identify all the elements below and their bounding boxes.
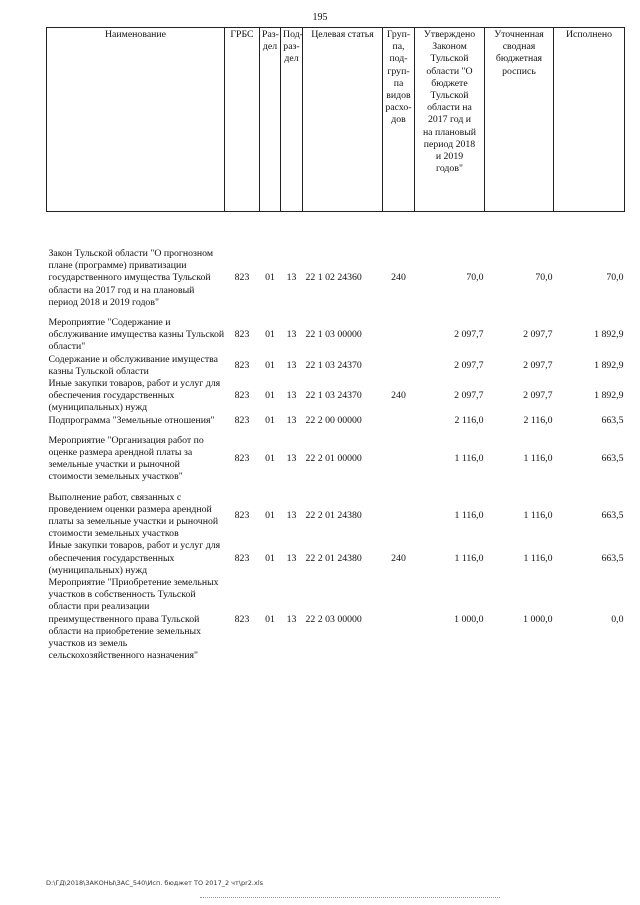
row-podrazdel: 13 — [286, 453, 297, 465]
row-grbs: 823 — [234, 359, 250, 371]
row-target-article: 22 2 03 00000 — [305, 613, 362, 625]
row-target-article: 22 1 02 24360 — [305, 272, 362, 284]
row-target-article: 22 2 00 00000 — [305, 414, 362, 426]
row-podrazdel: 13 — [286, 552, 297, 564]
row-target-article: 22 1 03 24370 — [305, 359, 362, 371]
row-approved: 1 116,0 — [454, 453, 484, 465]
budget-table — [46, 27, 625, 663]
header-grbs: ГРБС — [225, 28, 260, 212]
row-razdel: 01 — [265, 272, 275, 284]
row-executed: 0,0 — [611, 613, 624, 625]
row-razdel: 01 — [265, 414, 275, 426]
row-podrazdel: 13 — [286, 509, 297, 521]
row-name: Выполнение работ, связанных с проведением оценки размера арендной платы за земельные участки и рыночной стоимости земельных участков — [48, 491, 219, 540]
row-executed: 663,5 — [601, 552, 624, 564]
row-name: Содержание и обслуживание имущества казны Тульской области — [48, 353, 218, 377]
row-grbs: 823 — [234, 509, 250, 521]
header-podrazdel: Под- раз- дел — [281, 28, 303, 212]
row-target-article: 22 2 01 24380 — [305, 509, 362, 521]
row-target-article: 22 1 03 24370 — [305, 390, 362, 402]
row-expense-group: 240 — [391, 552, 406, 564]
header-target-article: Целевая статья — [303, 28, 383, 212]
row-name: Иные закупки товаров, работ и услуг для обеспечения государственных (муниципальных) нужд — [48, 378, 221, 414]
row-approved: 2 097,7 — [454, 390, 484, 402]
row-name: Мероприятие "Содержание и обслуживание имущества казны Тульской области" — [48, 317, 225, 353]
row-name: Иные закупки товаров, работ и услуг для обеспечения государственных (муниципальных) нужд — [48, 540, 221, 576]
bottom-scan-line — [200, 897, 500, 901]
table-row — [47, 492, 625, 541]
row-podrazdel: 13 — [286, 272, 297, 284]
row-podrazdel: 13 — [286, 613, 297, 625]
row-target-article: 22 1 03 00000 — [305, 329, 362, 341]
row-refined: 1 000,0 — [523, 613, 553, 625]
row-razdel: 01 — [265, 359, 275, 371]
row-refined: 2 097,7 — [523, 390, 553, 402]
row-expense-group — [383, 492, 415, 541]
row-grbs: 823 — [234, 329, 250, 341]
row-razdel: 01 — [265, 390, 275, 402]
row-podrazdel: 13 — [286, 414, 297, 426]
row-executed: 1 892,9 — [594, 390, 624, 402]
row-executed: 663,5 — [601, 453, 624, 465]
row-grbs: 823 — [234, 453, 250, 465]
row-target-article: 22 2 01 00000 — [305, 453, 362, 465]
row-razdel: 01 — [265, 552, 275, 564]
header-razdel: Раз- дел — [260, 28, 281, 212]
row-name: Подпрограмма "Земельные отношения" — [48, 414, 215, 426]
row-podrazdel: 13 — [286, 359, 297, 371]
row-name: Закон Тульской области "О прогнозном плане (программе) приватизации государственного имущества Тульской области на 2017 год и на плановый период 2018 и 2019 годов" — [48, 248, 214, 308]
header-executed: Исполнено — [554, 28, 625, 212]
row-grbs: 823 — [234, 414, 250, 426]
row-name: Мероприятие "Приобретение земельных участков в собственность Тульской области при реализации преимущественного права Тульской области на приобретение земельных участков из земель сельскохозяйственного назначения" — [48, 577, 219, 662]
row-expense-group — [383, 317, 415, 354]
table-row — [47, 317, 625, 354]
row-executed: 70,0 — [606, 272, 624, 284]
row-refined: 70,0 — [535, 272, 553, 284]
row-executed: 1 892,9 — [594, 359, 624, 371]
row-expense-group: 240 — [391, 390, 406, 402]
table-row — [47, 248, 625, 309]
row-approved: 1 000,0 — [454, 613, 484, 625]
row-grbs: 823 — [234, 390, 250, 402]
row-razdel: 01 — [265, 613, 275, 625]
row-razdel: 01 — [265, 453, 275, 465]
row-approved: 2 097,7 — [454, 359, 484, 371]
table-row — [47, 378, 625, 415]
row-razdel: 01 — [265, 509, 275, 521]
row-refined: 1 116,0 — [523, 552, 553, 564]
header-name: Наименование — [47, 28, 225, 212]
row-grbs: 823 — [234, 272, 250, 284]
row-grbs: 823 — [234, 613, 250, 625]
page-number: 195 — [312, 12, 328, 23]
row-refined: 1 116,0 — [523, 453, 553, 465]
table-row — [47, 435, 625, 484]
table-row — [47, 415, 625, 427]
row-podrazdel: 13 — [286, 390, 297, 402]
row-name: Мероприятие "Организация работ по оценке размера арендной платы за земельные участки и рыночной стоимости земельных участков" — [48, 434, 204, 483]
row-executed: 663,5 — [601, 509, 624, 521]
row-approved: 70,0 — [466, 272, 484, 284]
table-row — [47, 577, 625, 662]
row-approved: 2 097,7 — [454, 329, 484, 341]
row-expense-group — [383, 354, 415, 378]
row-refined: 2 116,0 — [523, 414, 553, 426]
table-row — [47, 354, 625, 378]
row-refined: 1 116,0 — [523, 509, 553, 521]
row-refined: 2 097,7 — [523, 329, 553, 341]
row-expense-group — [383, 577, 415, 662]
row-approved: 2 116,0 — [454, 414, 484, 426]
file-path-footer: D:\ГД\2018\ЗАКОНЫ\ЗАС_540\Исп. бюджет ТО 2017_2 чт\pr2.xls — [46, 879, 264, 887]
header-expense-group: Груп- па, под- груп- па видов расхо- дов — [383, 28, 415, 212]
row-razdel: 01 — [265, 329, 275, 341]
row-refined: 2 097,7 — [523, 359, 553, 371]
row-expense-group: 240 — [391, 272, 406, 284]
row-podrazdel: 13 — [286, 329, 297, 341]
row-executed: 1 892,9 — [594, 329, 624, 341]
row-expense-group — [383, 435, 415, 484]
header-refined: Уточненная сводная бюджетная роспись — [485, 28, 554, 212]
header-approved: Утверждено Законом Тульской области "О бюджете Тульской области на 2017 год и на плановый период 2018 и 2019 годов" — [415, 28, 485, 212]
row-approved: 1 116,0 — [454, 552, 484, 564]
table-row — [47, 540, 625, 577]
row-approved: 1 116,0 — [454, 509, 484, 521]
row-expense-group — [383, 415, 415, 427]
table-header-row — [47, 28, 625, 212]
row-target-article: 22 2 01 24380 — [305, 552, 362, 564]
row-executed: 663,5 — [601, 414, 624, 426]
row-grbs: 823 — [234, 552, 250, 564]
